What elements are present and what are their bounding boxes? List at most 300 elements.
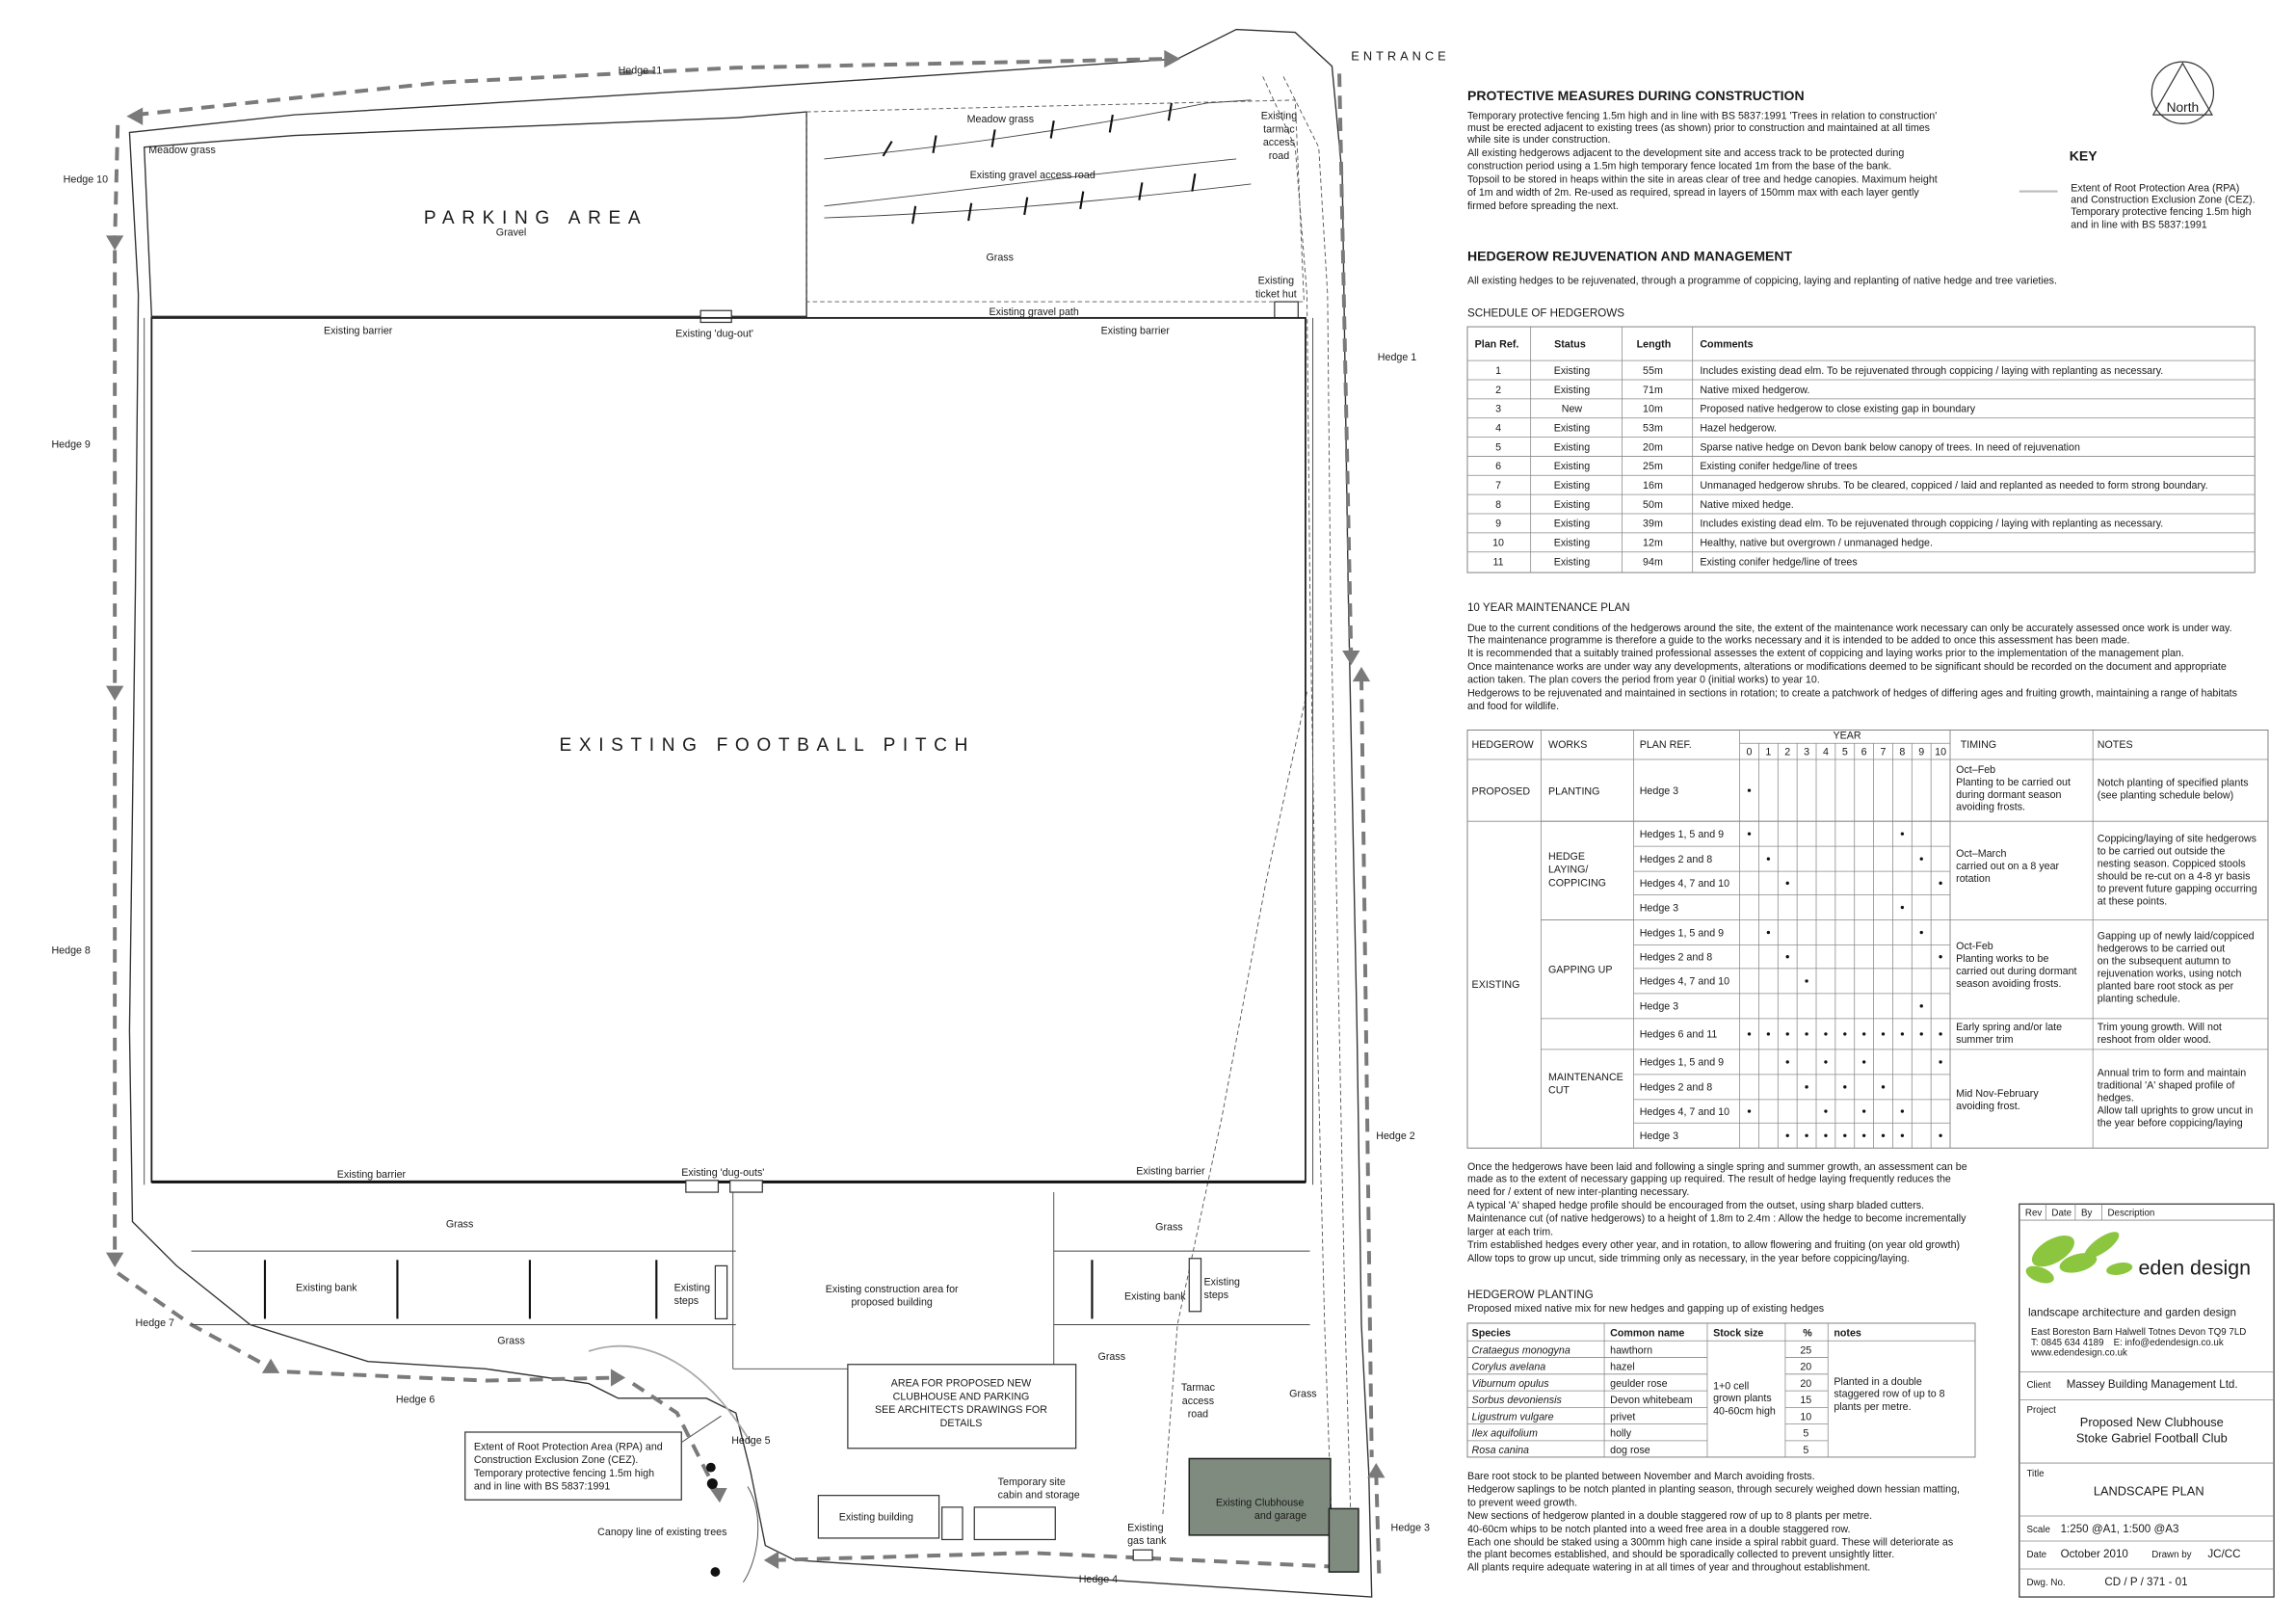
company-web: www.edendesign.co.uk [2031,1347,2127,1359]
maintenance-notes-text: Coppicing/laying of site hedgerows [2097,833,2256,845]
top-dugout [700,310,731,322]
label-construction-area-2: proposed building [851,1296,933,1309]
label-gravel-path: Existing gravel path [989,306,1079,318]
maintenance-works-planting: PLANTING [1547,785,1600,798]
planting-percent: 25 [1800,1344,1812,1357]
steps-left [715,1265,726,1318]
maintenance-notes-text: to be carried out outside the [2097,845,2226,858]
key-title: KEY [2069,147,2098,164]
maintenance-year-dot [1939,1032,1941,1035]
maintenance-plan-ref: Hedge 3 [1639,902,1679,915]
maintenance-after-7: Trim established hedges every other year, and in rotation, to allow flowering and fruiting (on year old growth) [1466,1239,1961,1252]
maintenance-title: 10 YEAR MAINTENANCE PLAN [1466,600,1630,614]
maintenance-plan-ref: Hedges 4, 7 and 10 [1639,975,1730,988]
existing-building-annex [942,1507,963,1540]
existing-gas-tank [1133,1550,1152,1560]
maintenance-year-dot [1786,1032,1789,1035]
schedule-cell-length: 50m [1643,498,1663,511]
label-gravel: Gravel [495,226,527,239]
maintenance-year-dot [1805,1134,1808,1137]
maintenance-plan-ref: Hedges 2 and 8 [1639,853,1713,865]
maintenance-timing-text: carried out during dormant [1956,966,2077,978]
maintenance-notes-text: Annual trim to form and maintain [2097,1067,2247,1079]
maintenance-year-dot [1901,906,1904,909]
maintenance-timing-text: Planting works to be [1956,953,2049,966]
maintenance-works-cut-1: MAINTENANCE [1547,1071,1623,1083]
schedule-cell-ref: 3 [1495,403,1502,415]
maintenance-notes-text: to prevent future gapping occurring [2097,883,2257,895]
schedule-cell-status: Existing [1553,422,1591,435]
schedule-cell-ref: 7 [1495,480,1502,492]
label-existing-building: Existing building [838,1511,913,1524]
label-tarmac-road-top-4: road [1268,149,1290,162]
schedule-cell-length: 12m [1643,537,1663,549]
protective-line-8: firmed before spreading the next. [1466,199,1619,212]
label-steps-right-2: steps [1203,1290,1229,1302]
maintenance-header-plan-ref: PLAN REF. [1639,738,1692,751]
maintenance-timing-text: rotation [1956,872,1991,885]
maintenance-after-text [1467,1161,1967,1264]
maintenance-year-dot [1920,1004,1923,1007]
maintenance-header-notes: NOTES [2097,738,2133,751]
protective-line-7: of 1m and width of 2m. Re-used as required, spread in layers of 150mm max with each layer gently [1466,187,1919,199]
maintenance-timing-text: summer trim [1956,1034,2014,1047]
maintenance-timing-text: carried out on a 8 year [1956,860,2060,872]
label-grass-top: Grass [986,252,1014,264]
schedule-cell-comments: Existing conifer hedge/line of trees [1700,556,1858,569]
project-label: Project [2026,1405,2056,1417]
label-temp-cabin-1: Temporary site [997,1476,1066,1488]
planting-species: Crataegus monogyna [1471,1344,1570,1357]
label-hedge-9: Hedge 9 [51,439,91,451]
date-value: October 2010 [2060,1547,2128,1560]
maintenance-year-dot [1824,1109,1827,1112]
maintenance-year-dot [1767,1032,1770,1035]
maintenance-year-dot [1862,1032,1865,1035]
schedule-cell-comments: Includes existing dead elm. To be rejuvenated through coppicing / laying with replanting as necessary. [1700,518,2164,530]
label-rpa-note-4: and in line with BS 5837:1991 [473,1480,611,1493]
maintenance-year-label: 4 [1822,746,1829,758]
planting-after-3: to prevent weed growth. [1466,1497,1578,1509]
maintenance-notes-text: Gapping up of newly laid/coppiced [2097,930,2255,943]
schedule-cell-length: 94m [1643,556,1663,569]
maintenance-year-dot [1843,1134,1846,1137]
label-hedge-4: Hedge 4 [1078,1573,1119,1585]
company-tagline: landscape architecture and garden design [2027,1306,2236,1319]
protective-line-1: Temporary protective fencing 1.5m high and in line with BS 5837:1991 'Trees in relation to construction' [1466,110,1938,122]
label-grass-bank-right: Grass [1097,1351,1126,1364]
label-rpa-note-3: Temporary protective fencing 1.5m high [473,1467,655,1479]
maintenance-header-works: WORKS [1547,738,1588,751]
label-bank-right: Existing bank [1124,1290,1186,1303]
maintenance-after-6: larger at each trim. [1466,1226,1554,1238]
maintenance-plan-ref: Hedges 2 and 8 [1639,951,1713,964]
rejuvenation-text: All existing hedges to be rejuvenated, through a programme of coppicing, laying and replanting of native hedge and tree varieties. [1466,275,2058,287]
schedule-header-length: Length [1636,338,1672,351]
maintenance-notes-text: on the subsequent autumn to [2097,955,2231,968]
drawn-label: Drawn by [2151,1549,2192,1560]
label-proposed-area-2: CLUBHOUSE AND PARKING [892,1391,1030,1403]
maintenance-year-dot [1901,1109,1904,1112]
planting-species: Corylus avelana [1471,1361,1546,1373]
tree-canopy-mark [707,1478,718,1489]
maintenance-year-dot [1786,882,1789,885]
label-tarmac-road-top-1: Existing [1260,110,1298,122]
schedule-cell-length: 53m [1643,422,1663,435]
planting-after-8: All plants require adequate watering in at all times of year and throughout establishment. [1466,1561,1871,1574]
schedule-cell-status: Existing [1553,518,1591,530]
ticket-hut [1275,302,1298,318]
revision-rev: Rev [2024,1208,2043,1219]
label-hedge-10: Hedge 10 [63,173,109,186]
planting-percent: 20 [1800,1361,1812,1373]
label-clubhouse-2: and garage [1254,1510,1307,1523]
maintenance-after-1: Once the hedgerows have been laid and following a single spring and summer growth, an assessment can be [1466,1161,1967,1174]
schedule-cell-ref: 1 [1495,364,1502,377]
schedule-cell-length: 20m [1643,441,1663,454]
schedule-cell-comments: Hazel hedgerow. [1700,422,1777,435]
maintenance-notes-text: at these points. [2097,895,2168,908]
bottom-dugout-left [686,1181,719,1192]
key-line-3: Temporary protective fencing 1.5m high [2071,205,2252,218]
maintenance-year-label: 7 [1880,746,1887,758]
title-label: Title [2026,1468,2045,1479]
maintenance-year-dot [1939,882,1941,885]
schedule-cell-comments: Native mixed hedge. [1700,498,1794,511]
maintenance-year-dot [1748,1109,1751,1112]
schedule-cell-ref: 8 [1495,498,1502,511]
tree-canopy-mark [711,1567,721,1577]
schedule-cell-status: Existing [1553,384,1591,396]
maintenance-year-label: 8 [1899,746,1906,758]
planting-header-notes: notes [1834,1327,1861,1340]
maintenance-group-existing: EXISTING [1471,978,1520,991]
maintenance-intro-5: action taken. The plan covers the period from year 0 (initial works) to year 10. [1466,674,1820,686]
maintenance-year-label: 9 [1918,746,1925,758]
maintenance-plan-ref: Hedges 1, 5 and 9 [1639,927,1725,940]
maintenance-year-dot [1786,955,1789,958]
planting-percent: 15 [1800,1395,1812,1407]
maintenance-year-dot [1805,1032,1808,1035]
planting-header-percent: % [1803,1327,1812,1340]
key-line-4: and in line with BS 5837:1991 [2071,219,2207,231]
maintenance-year-label: 0 [1746,746,1753,758]
scale-value: 1:250 @A1, 1:500 @A3 [2060,1522,2179,1535]
label-ticket-hut-2: ticket hut [1255,288,1297,301]
schedule-cell-comments: Healthy, native but overgrown / unmanaged hedge. [1700,537,1933,549]
maintenance-works-laying-1: HEDGE [1547,850,1586,863]
planting-percent: 10 [1800,1411,1812,1423]
label-barrier-bl: Existing barrier [336,1168,407,1181]
label-proposed-area-4: DETAILS [939,1417,983,1429]
planting-common-name: geulder rose [1610,1377,1668,1390]
maintenance-year-dot [1748,788,1751,791]
planting-stock-3: 40-60cm high [1713,1405,1776,1418]
maintenance-year-dot [1748,832,1751,835]
label-canopy-line: Canopy line of existing trees [597,1526,727,1538]
rejuvenation-title: HEDGEROW REJUVENATION AND MANAGEMENT [1466,248,1793,264]
maintenance-year-dot [1805,1085,1808,1088]
company-address: East Boreston Barn Halwell Totnes Devon TQ9 7LD [2031,1327,2247,1339]
maintenance-year-dot [1920,1032,1923,1035]
maintenance-year-dot [1882,1032,1885,1035]
schedule-header-comments: Comments [1700,338,1754,351]
bottom-dugout-right [730,1181,763,1192]
maintenance-timing-text: Planting to be carried out [1956,776,2071,788]
schedule-cell-ref: 11 [1492,556,1504,569]
maintenance-after-5: Maintenance cut (of native hedgerows) to a height of 1.8m to 2.4m : Allow the hedge to become incrementally [1466,1212,1966,1225]
label-bank-left: Existing bank [296,1282,357,1294]
planting-title: HEDGEROW PLANTING [1466,1289,1594,1302]
label-steps-right-1: Existing [1203,1276,1240,1289]
planting-percent: 5 [1803,1444,1809,1456]
temporary-cabin [974,1507,1055,1540]
maintenance-notes-text: Trim young growth. Will not [2097,1022,2222,1034]
label-hedge-2: Hedge 2 [1376,1130,1415,1143]
schedule-cell-status: Existing [1553,364,1591,377]
maintenance-year-dot [1882,1134,1885,1137]
schedule-cell-ref: 10 [1492,537,1505,549]
schedule-cell-status: Existing [1553,498,1591,511]
schedule-cell-length: 16m [1643,480,1663,492]
protective-line-3: while site is under construction. [1466,134,1611,146]
label-hedge-6: Hedge 6 [395,1394,435,1406]
label-ticket-hut-1: Existing [1257,275,1295,287]
planting-stock-1: 1+0 cell [1713,1380,1750,1393]
drawing-title: LANDSCAPE PLAN [2093,1483,2204,1499]
maintenance-notes-text: the year before coppicing/laying [2097,1117,2243,1130]
maintenance-year-dot [1901,832,1904,835]
maintenance-timing-text: season avoiding frosts. [1956,978,2062,991]
schedule-cell-comments: Unmanaged hedgerow shrubs. To be cleared, coppiced / laid and replanted as needed to form strong boundary. [1700,480,2208,492]
steps-right [1189,1259,1201,1312]
maintenance-notes-text: Allow tall uprights to grow uncut in [2097,1104,2254,1117]
maintenance-year-dot [1862,1134,1865,1137]
maintenance-timing-text: Mid Nov-February [1956,1087,2039,1100]
label-hedge-7: Hedge 7 [135,1317,174,1330]
maintenance-year-label: 10 [1935,746,1947,758]
maintenance-plan-ref: Hedge 3 [1639,1000,1679,1013]
maintenance-year-dot [1767,931,1770,934]
label-entrance: ENTRANCE [1351,48,1450,64]
maintenance-year-dot [1920,857,1923,860]
label-rpa-note-2: Construction Exclusion Zone (CEZ). [473,1454,639,1467]
dwg-label: Dwg. No. [2026,1577,2066,1588]
planting-species: Viburnum opulus [1471,1377,1549,1390]
drawn-value: JC/CC [2207,1547,2241,1560]
maintenance-timing-text: Oct–March [1956,847,2007,860]
label-grass-br: Grass [1155,1221,1183,1234]
label-tarmac-road-top-3: access [1262,137,1296,149]
planting-percent: 5 [1803,1427,1809,1440]
schedule-cell-comments: Existing conifer hedge/line of trees [1700,461,1858,473]
maintenance-year-label: 2 [1784,746,1791,758]
maintenance-works-laying-3: COPPICING [1547,877,1606,890]
maintenance-timing-text: Early spring and/or late [1956,1022,2063,1034]
client-label: Client [2026,1380,2051,1392]
maintenance-year-dot [1824,1134,1827,1137]
maintenance-plan-ref: Hedges 2 and 8 [1639,1081,1713,1094]
label-construction-area-1: Existing construction area for [825,1283,959,1295]
schedule-cell-comments: Includes existing dead elm. To be rejuvenated through coppicing / laying with replanting as necessary. [1700,364,2164,377]
maintenance-header-year: YEAR [1833,730,1861,742]
key-line-2: and Construction Exclusion Zone (CEZ). [2071,194,2256,206]
label-proposed-area-1: AREA FOR PROPOSED NEW [890,1377,1032,1390]
planting-after-7: the plant becomes established, and should be sporadically collected to prevent unsightly litter. [1466,1548,1895,1560]
project-name-1: Proposed New Clubhouse [2079,1414,2224,1429]
maintenance-intro-2: The maintenance programme is therefore a guide to the works necessary and it is intended to be added to once this assessment has been made. [1466,634,2130,647]
maintenance-timing-text: Oct–Feb [1956,763,1996,776]
maintenance-year-dot [1767,857,1770,860]
revision-by: By [2080,1208,2093,1219]
planting-after-2: Hedgerow saplings to be notch planted in planting season, through securely weighed down hessian matting, [1466,1483,1961,1496]
maintenance-notes-text: traditional 'A' shaped profile of [2097,1079,2235,1092]
label-steps-left-1: Existing [673,1282,711,1294]
schedule-header-status: Status [1554,338,1586,351]
revision-description: Description [2107,1208,2155,1219]
tree-canopy-mark [706,1463,716,1473]
protective-line-6: Topsoil to be stored in heaps within the site in areas clear of tree and hedge canopies. Maximum height [1466,173,1938,186]
maintenance-year-dot [1843,1085,1846,1088]
planting-common-name: hazel [1610,1361,1635,1373]
maintenance-year-dot [1882,1085,1885,1088]
maintenance-intro-7: and food for wildlife. [1466,701,1560,713]
maintenance-group-proposed: PROPOSED [1471,785,1531,798]
maintenance-plan-ref: Hedges 1, 5 and 9 [1639,828,1725,840]
label-temp-cabin-2: cabin and storage [997,1489,1080,1502]
label-steps-left-2: steps [673,1295,699,1308]
label-tarmac-road-bottom-2: access [1181,1395,1215,1407]
schedule-cell-length: 71m [1643,384,1663,396]
project-name-2: Stoke Gabriel Football Club [2075,1430,2228,1446]
schedule-cell-status: Existing [1553,537,1591,549]
schedule-cell-ref: 2 [1495,384,1502,396]
existing-garage [1329,1508,1359,1572]
maintenance-year-dot [1939,955,1941,958]
maintenance-after-3: need for / extent of new inter-planting necessary. [1466,1186,1690,1199]
maintenance-timing-text: Oct-Feb [1956,941,1993,953]
label-hedge-11: Hedge 11 [618,65,663,77]
dwg-number: CD / P / 371 - 01 [2104,1575,2188,1588]
label-parking-area: PARKING AREA [423,208,648,229]
maintenance-notes-text: planting schedule. [2097,993,2180,1005]
maintenance-intro-1: Due to the current conditions of the hedgerows around the site, the extent of the maintenance work necessary can only be accurately assessed once work is under way. [1466,623,2232,635]
planting-percent: 20 [1800,1377,1812,1390]
planting-stock-2: grown plants [1713,1392,1772,1404]
maintenance-notes-text: planted bare root stock as per [2097,980,2234,993]
maintenance-year-label: 3 [1804,746,1810,758]
planting-common-name: privet [1610,1411,1636,1423]
label-gravel-access-road: Existing gravel access road [969,169,1095,181]
label-meadow-grass-top: Meadow grass [966,113,1035,125]
schedule-cell-status: Existing [1553,480,1591,492]
maintenance-plan-ref: Hedge 3 [1639,1130,1679,1143]
maintenance-year-dot [1824,1032,1827,1035]
schedule-cell-comments: Sparse native hedge on Devon bank below canopy of trees. In need of rejuvenation [1700,441,2080,454]
maintenance-header-timing: TIMING [1960,738,1997,751]
maintenance-year-dot [1939,1060,1941,1063]
maintenance-notes-text: reshoot from older wood. [2097,1034,2212,1047]
maintenance-year-dot [1805,979,1808,982]
planting-header-stock: Stock size [1713,1327,1764,1340]
maintenance-plan-ref: Hedges 4, 7 and 10 [1639,878,1730,891]
maintenance-year-dot [1786,1060,1789,1063]
label-grass-bl: Grass [445,1218,474,1231]
maintenance-notes-text: nesting season. Coppiced stools [2097,858,2246,870]
schedule-cell-status: Existing [1553,461,1591,473]
maintenance-year-dot [1862,1109,1865,1112]
planting-species: Rosa canina [1471,1444,1529,1456]
planting-species: Ligustrum vulgare [1471,1411,1554,1423]
protective-line-4: All existing hedgerows adjacent to the development site and access track to be protected during [1466,146,1905,159]
label-grass-lower: Grass [497,1335,525,1347]
date-label: Date [2026,1549,2047,1560]
maintenance-timing-text: during dormant season [1956,788,2062,801]
schedule-header-ref: Plan Ref. [1474,338,1519,351]
client-name: Massey Building Management Ltd. [2066,1378,2238,1392]
label-hedge-3: Hedge 3 [1390,1522,1430,1534]
schedule-cell-length: 55m [1643,364,1663,377]
maintenance-plan-ref: Hedge 3 [1639,784,1679,797]
label-hedge-8: Hedge 8 [51,944,91,957]
label-dugouts-bottom: Existing 'dug-outs' [681,1167,765,1180]
schedule-cell-ref: 4 [1495,422,1502,435]
label-meadow-grass-left: Meadow grass [148,144,216,156]
company-name: eden design [2138,1256,2252,1280]
schedule-cell-ref: 6 [1495,461,1502,473]
protective-line-2: must be erected adjacent to existing trees (as shown) prior to construction and maintained at all times [1466,121,1931,134]
maintenance-timing-text: avoiding frost. [1956,1100,2020,1112]
protective-title: PROTECTIVE MEASURES DURING CONSTRUCTION [1466,87,1805,103]
schedule-cell-ref: 5 [1495,441,1502,454]
maintenance-works-gapping: GAPPING UP [1547,964,1613,976]
maintenance-year-dot [1901,1134,1904,1137]
maintenance-plan-ref: Hedges 4, 7 and 10 [1639,1105,1730,1118]
maintenance-year-dot [1939,1134,1941,1137]
planting-common-name: hawthorn [1610,1344,1653,1357]
maintenance-notes-text: rejuvenation works, using notch [2097,968,2242,980]
maintenance-intro-4: Once maintenance works are under way any developments, alterations or modifications deemed to be significant should be recorded on the document and appropriate [1466,660,2227,673]
maintenance-header-hedgerow: HEDGEROW [1471,738,1534,751]
planting-common-name: Devon whitebeam [1610,1395,1693,1407]
planting-notes-3: plants per metre. [1834,1401,1912,1414]
planting-header-common: Common name [1610,1327,1685,1340]
label-tarmac-road-bottom-1: Tarmac [1180,1382,1215,1395]
label-grass-far-right: Grass [1289,1388,1317,1400]
maintenance-year-dot [1862,1060,1865,1063]
label-hedge-5: Hedge 5 [731,1435,771,1448]
planting-common-name: dog rose [1610,1444,1650,1456]
label-gas-tank-2: gas tank [1127,1535,1167,1548]
planting-species: Sorbus devoniensis [1471,1395,1562,1407]
label-barrier-tr: Existing barrier [1100,325,1170,337]
company-email: E: info@edendesign.co.uk [2113,1337,2224,1348]
planting-notes-1: Planted in a double [1834,1376,1922,1389]
label-gas-tank-1: Existing [1127,1522,1164,1534]
schedule-cell-comments: Native mixed hedgerow. [1700,384,1810,396]
schedule-cell-length: 10m [1643,403,1663,415]
maintenance-notes-text: should be re-cut on a 4-8 yr basis [2097,870,2251,883]
planting-after-6: Each one should be staked using a 300mm high cane inside a spiral rabbit guard. These will deteriorate as [1466,1536,1954,1549]
maintenance-notes-text: hedges. [2097,1092,2134,1104]
label-hedge-1: Hedge 1 [1377,352,1417,364]
company-phone: T: 0845 634 4189 [2031,1337,2104,1348]
scale-label: Scale [2026,1524,2050,1535]
maintenance-notes-text: hedgerows to be carried out [2097,943,2226,955]
label-barrier-br: Existing barrier [1136,1165,1205,1178]
maintenance-year-dot [1843,1032,1846,1035]
protective-line-5: construction period using a 1.5m high temporary fence located 1m from the base of the bank. [1466,160,1892,173]
